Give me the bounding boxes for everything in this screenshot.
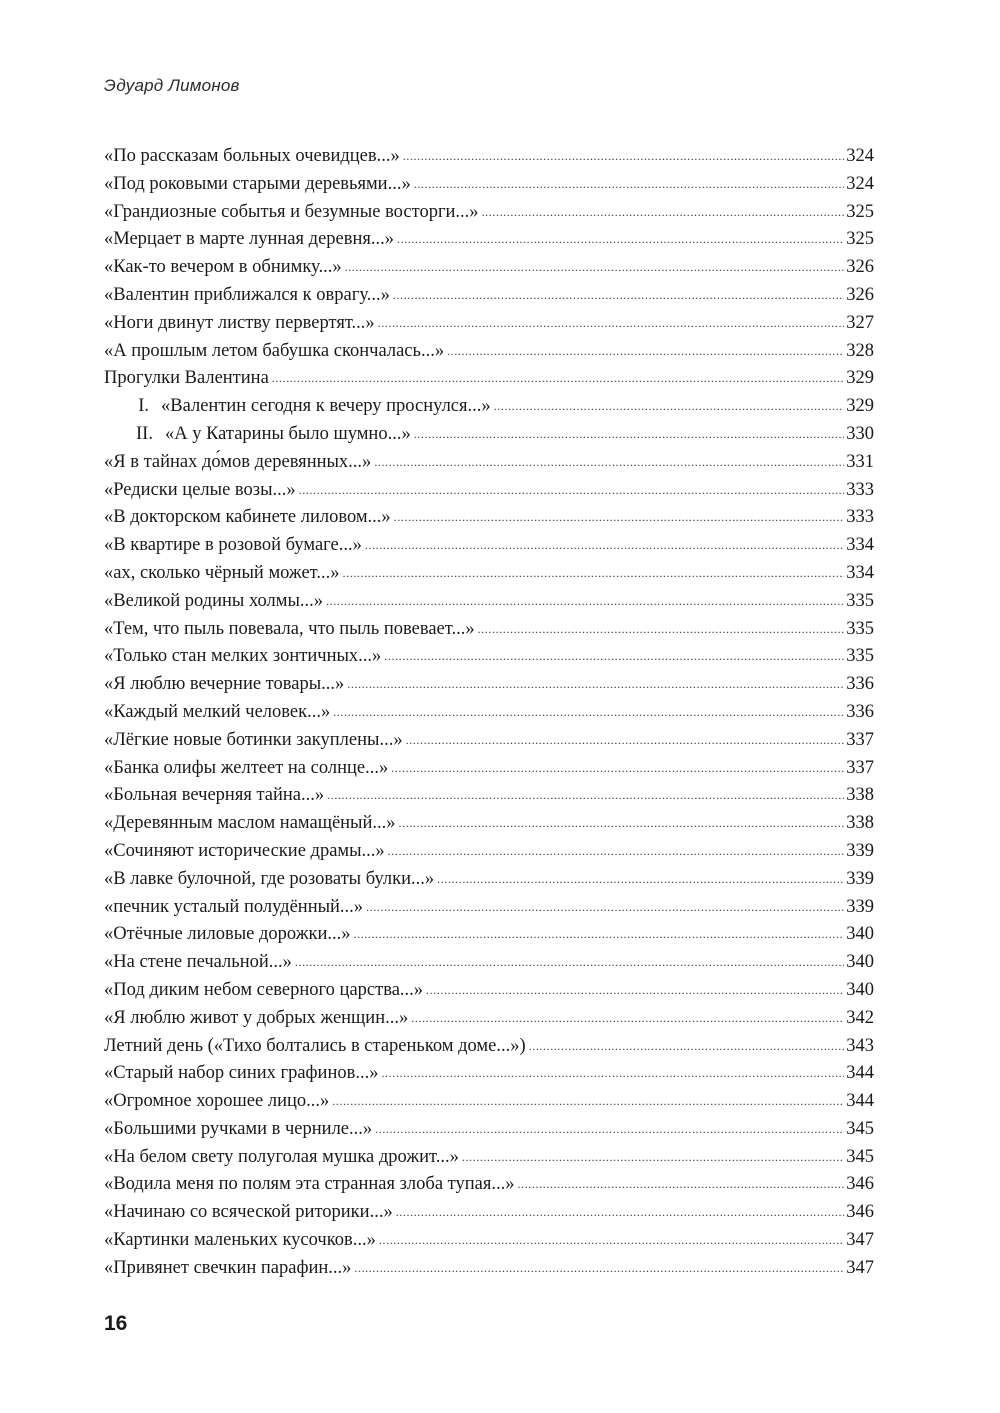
toc-entry [104,838,874,866]
toc-entry-page: 340 [846,952,874,973]
toc-entry-title: «Под роковыми старыми деревьями...» [104,173,411,194]
toc-dot-leader [447,338,844,366]
toc-entry-title: «Картинки маленьких кусочков...» [104,1230,376,1251]
toc-entry-page: 336 [846,701,874,722]
toc-entry-title: «Под диким небом северного царства...» [104,979,424,1000]
toc-entry [104,810,874,838]
toc-dot-leader [426,977,844,1005]
toc-entry-title: «В докторском кабинете лиловом...» [104,507,391,528]
toc-dot-leader [478,616,845,644]
toc-entry-page: 334 [846,535,874,556]
toc-dot-leader [399,810,845,838]
toc-entry-page: 335 [846,646,874,667]
toc-entry [104,1199,874,1227]
toc-entry [104,171,874,199]
toc-dot-leader [391,755,844,783]
toc-dot-leader [393,282,844,310]
toc-dot-leader [299,477,845,505]
toc-dot-leader [411,1005,844,1033]
toc-entry-page: 346 [846,1202,874,1223]
toc-entry-title: «Водила меня по полям эта странная злоба тупая...» [104,1174,515,1195]
toc-dot-leader [374,449,844,477]
toc-dot-leader [333,699,844,727]
toc-entry-page: 339 [846,896,874,917]
toc-entry [104,560,874,588]
toc-entry-title: «На стене печальной...» [104,952,292,973]
toc-entry-page: 327 [846,312,874,333]
toc-dot-leader [354,1255,844,1283]
toc-entry-title: «В квартире в розовой бумаге...» [104,535,362,556]
toc-entry-title: «Начинаю со всяческой риторики...» [104,1202,393,1223]
toc-entry-title: «Мерцает в марте лунная деревня...» [104,229,395,250]
toc-entry [104,643,874,671]
toc-entry [104,338,874,366]
toc-entry [104,365,874,393]
toc-entry-page: 345 [846,1118,874,1139]
toc-entry [104,894,874,922]
toc-entry-page: 346 [846,1174,874,1195]
toc-dot-leader [272,365,844,393]
toc-entry [104,1144,874,1172]
toc-dot-leader [518,1171,845,1199]
toc-entry [104,727,874,755]
toc-entry-title: «Только стан мелких зонтичных...» [104,646,382,667]
toc-entry-title: «Отёчные лиловые дорожки...» [104,924,351,945]
toc-entry [104,616,874,644]
toc-entry [104,254,874,282]
toc-dot-leader [396,1199,845,1227]
toc-entry-title: «Я люблю вечерние товары...» [104,674,345,695]
toc-entry-title: «По рассказам больных очевидцев...» [104,146,400,166]
toc-entry-title: «печник усталый полудённый...» [104,896,364,917]
toc-entry-number: I. [138,396,150,417]
toc-entry [104,143,874,171]
toc-entry-title: «Огромное хорошее лицо...» [104,1091,330,1112]
toc-entry [104,449,874,477]
table-of-contents [104,143,874,1283]
toc-entry-page: 333 [846,507,874,528]
toc-entry-page: 324 [846,146,874,166]
toc-entry [104,199,874,227]
toc-entry-page: 329 [846,396,874,417]
toc-entry-page: 338 [846,785,874,806]
toc-entry [104,921,874,949]
toc-dot-leader [379,1227,844,1255]
toc-dot-leader [403,143,845,171]
toc-entry [104,1033,874,1061]
toc-entry-title: «Грандиозные событья и безумные восторги...» [104,201,479,222]
toc-entry [104,782,874,810]
toc-entry [104,588,874,616]
toc-entry [104,1088,874,1116]
toc-entry-title: «Лёгкие новые ботинки закуплены...» [104,729,403,750]
toc-entry-page: 343 [846,1035,874,1056]
toc-entry-page: 340 [846,979,874,1000]
toc-entry-page: 347 [846,1257,874,1278]
toc-dot-leader [482,199,845,227]
toc-entry-page: 344 [846,1091,874,1112]
toc-entry-title: «Валентин сегодня к вечеру проснулся...» [161,396,491,417]
toc-entry-page: 325 [846,201,874,222]
toc-entry-title: «Тем, что пыль повевала, что пыль повевает...» [104,618,475,639]
toc-entry-page: 325 [846,229,874,250]
toc-dot-leader [327,782,844,810]
toc-dot-leader [384,643,844,671]
toc-dot-leader [378,310,845,338]
toc-entry [104,532,874,560]
toc-entry [104,393,874,421]
toc-dot-leader [326,588,844,616]
toc-dot-leader [494,393,845,421]
toc-entry-page: 324 [846,173,874,194]
toc-dot-leader [345,254,845,282]
toc-entry-page: 335 [846,618,874,639]
toc-dot-leader [406,727,845,755]
toc-entry-page: 338 [846,813,874,834]
toc-entry [104,226,874,254]
toc-entry [104,671,874,699]
toc-entry [104,977,874,1005]
toc-entry [104,699,874,727]
toc-entry-title: «В лавке булочной, где розоваты булки...» [104,868,435,889]
toc-entry-title: «Я люблю живот у добрых женщин...» [104,1007,409,1028]
toc-entry-page: 328 [846,340,874,361]
toc-entry-title: «Каждый мелкий человек...» [104,701,331,722]
toc-entry-title: «Старый набор синих графинов...» [104,1063,379,1084]
toc-entry-page: 345 [846,1146,874,1167]
toc-entry-title: «А у Катарины было шумно...» [164,423,411,444]
toc-entry [104,504,874,532]
toc-dot-leader [414,171,845,199]
toc-entry-title: «Как-то вечером в обнимку...» [104,257,342,278]
toc-entry [104,1227,874,1255]
toc-entry-page: 330 [846,423,874,444]
toc-entry [104,949,874,977]
toc-dot-leader [397,226,844,254]
toc-dot-leader [347,671,844,699]
toc-entry-page: 337 [846,757,874,778]
toc-dot-leader [332,1088,844,1116]
toc-entry [104,477,874,505]
toc-entry-title: «Банка олифы желтеет на солнце...» [104,757,389,778]
toc-entry-page: 337 [846,729,874,750]
toc-entry-page: 347 [846,1230,874,1251]
toc-entry [104,1255,874,1283]
toc-entry [104,1116,874,1144]
toc-entry-page: 336 [846,674,874,695]
toc-entry-page: 331 [846,451,874,472]
toc-entry-title: «Привянет свечкин парафин...» [104,1257,352,1278]
toc-dot-leader [366,894,844,922]
toc-dot-leader [375,1116,844,1144]
running-head-author: Эдуард Лимонов [104,76,240,95]
toc-entry-page: 326 [846,257,874,278]
toc-entry-title: «Больная вечерняя тайна...» [104,785,325,806]
toc-entry-title: «Большими ручками в черниле...» [104,1118,373,1139]
toc-entry-page: 344 [846,1063,874,1084]
toc-entry-page: 339 [846,868,874,889]
toc-dot-leader [414,421,845,449]
toc-dot-leader [394,504,845,532]
toc-entry [104,866,874,894]
toc-entry-title: «Сочиняют исторические драмы...» [104,840,385,861]
toc-entry-title: «Валентин приближался к оврагу...» [104,284,390,305]
toc-entry-title: «Я в тайнах до́мов деревянных...» [104,451,372,472]
toc-entry-title: «Великой родины холмы...» [104,590,324,611]
toc-dot-leader [381,1060,844,1088]
toc-entry-title: «ах, сколько чёрный может...» [104,562,340,583]
page-number: 16 [104,1312,128,1335]
toc-entry-number: II. [136,423,153,444]
toc-entry-title: «Редиски целые возы...» [104,479,296,500]
toc-entry-page: 335 [846,590,874,611]
toc-dot-leader [354,921,845,949]
toc-entry [104,1005,874,1033]
toc-entry-page: 340 [846,924,874,945]
toc-entry-page: 342 [846,1007,874,1028]
toc-entry-title: Летний день («Тихо болтались в стареньком доме...») [104,1035,526,1056]
toc-entry [104,1171,874,1199]
toc-entry-title: Прогулки Валентина [104,368,269,389]
toc-entry-page: 339 [846,840,874,861]
toc-entry-page: 326 [846,284,874,305]
toc-entry-title: «На белом свету полуголая мушка дрожит...» [104,1146,459,1167]
toc-entry-title: «А прошлым летом бабушка скончалась...» [104,340,445,361]
toc-dot-leader [437,866,844,894]
toc-entry-page: 333 [846,479,874,500]
toc-entry-page: 329 [846,368,874,389]
toc-entry [104,755,874,783]
toc-dot-leader [295,949,844,977]
toc-dot-leader [388,838,845,866]
toc-dot-leader [462,1144,844,1172]
toc-entry [104,1060,874,1088]
toc-dot-leader [343,560,845,588]
toc-entry [104,421,874,449]
toc-dot-leader [529,1033,845,1061]
toc-entry-title: «Деревянным маслом намащёный...» [104,813,396,834]
toc-entry-title: «Ноги двинут листву первертят...» [104,312,375,333]
toc-entry [104,310,874,338]
toc-entry [104,282,874,310]
toc-entry-page: 334 [846,562,874,583]
toc-dot-leader [365,532,844,560]
